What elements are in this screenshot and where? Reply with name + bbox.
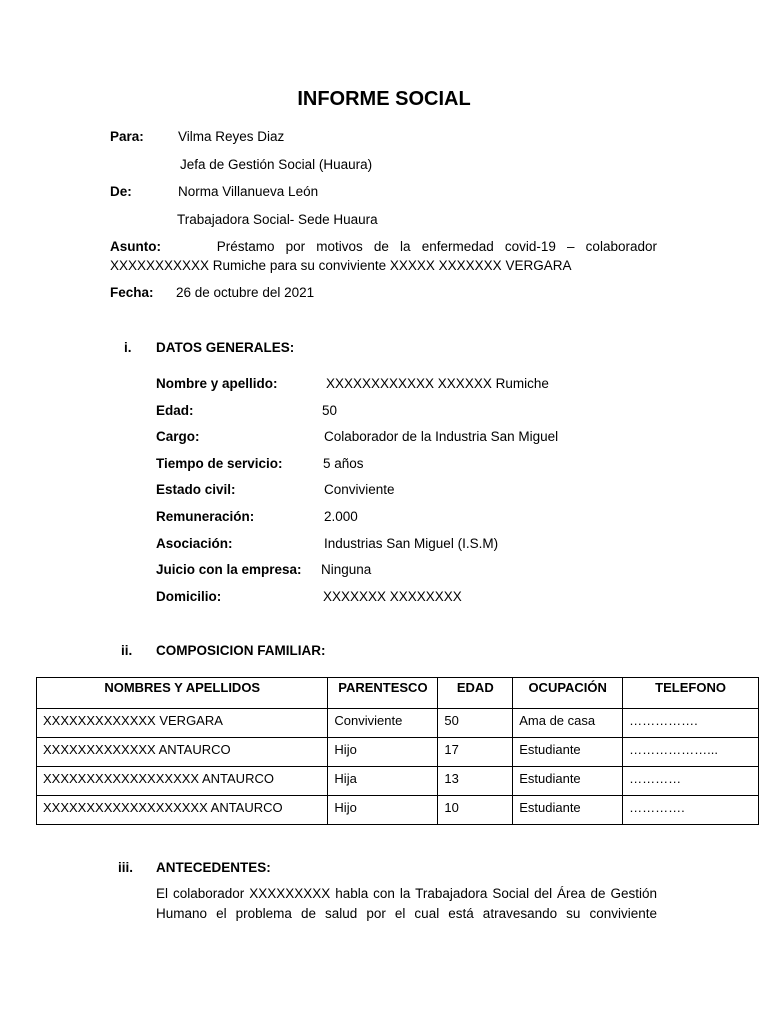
table-cell: ……………. [623, 709, 759, 738]
field-value: Colaborador de la Industria San Miguel [324, 429, 559, 444]
field-value: XXXXXXXXXXXX XXXXXX Rumiche [326, 376, 549, 391]
column-header: NOMBRES Y APELLIDOS [37, 678, 328, 709]
table-cell: ………… [623, 767, 759, 796]
asunto-line1 [110, 239, 657, 254]
paragraph-line: Humano el problema de salud por el cual está atravesando su conviviente [156, 906, 657, 921]
document-title: INFORME SOCIAL [297, 88, 471, 110]
table-cell: Estudiante [513, 738, 623, 767]
table-cell: Estudiante [513, 796, 623, 825]
asunto-text: Préstamo por motivos de la enfermedad covid-19 – colaborador [216, 239, 657, 254]
field-label: Edad: [156, 403, 194, 418]
asunto-line2: XXXXXXXXXXX Rumiche para su conviviente XXXXX XXXXXXX VERGARA [110, 258, 572, 273]
table-cell: Hija [328, 767, 438, 796]
table-cell: 10 [438, 796, 513, 825]
field-value: 50 [322, 403, 338, 418]
table-cell: 17 [438, 738, 513, 767]
column-header: PARENTESCO [328, 678, 438, 709]
section3-title: ANTECEDENTES: [156, 860, 271, 875]
field-label: Remuneración: [156, 509, 255, 524]
asunto-label: Asunto: [110, 239, 161, 254]
table-cell: Hijo [328, 796, 438, 825]
field-value: Conviviente [324, 482, 395, 497]
table-row [37, 738, 759, 767]
table-cell: XXXXXXXXXXXXXXXXXX ANTAURCO [37, 767, 328, 796]
table-cell: Estudiante [513, 767, 623, 796]
field-value: 5 años [323, 456, 364, 471]
family-table [36, 677, 759, 825]
table-cell: Ama de casa [513, 709, 623, 738]
table-cell: XXXXXXXXXXXXXXXXXXX ANTAURCO [37, 796, 328, 825]
section3-number: iii. [118, 860, 134, 875]
table-row [37, 767, 759, 796]
field-label: Cargo: [156, 429, 200, 444]
field-label: Tiempo de servicio: [156, 456, 283, 471]
field-value: XXXXXXX XXXXXXXX [323, 589, 462, 604]
paragraph-line: El colaborador XXXXXXXXX habla con la Trabajadora Social del Área de Gestión [156, 886, 657, 901]
para-name: Vilma Reyes Diaz [178, 129, 285, 144]
table-cell: XXXXXXXXXXXXX VERGARA [37, 709, 328, 738]
table-cell: ………………... [623, 738, 759, 767]
table-cell: Conviviente [328, 709, 438, 738]
table-cell: XXXXXXXXXXXXX ANTAURCO [37, 738, 328, 767]
fecha-label: Fecha: [110, 285, 154, 300]
de-label: De: [110, 184, 132, 199]
section2-title: COMPOSICION FAMILIAR: [156, 643, 326, 658]
column-header: EDAD [438, 678, 513, 709]
table-row [37, 796, 759, 825]
field-label: Estado civil: [156, 482, 236, 497]
field-label: Asociación: [156, 536, 233, 551]
field-value: Ninguna [321, 562, 372, 577]
table-cell: …………. [623, 796, 759, 825]
column-header: TELEFONO [623, 678, 759, 709]
section2-number: ii. [121, 643, 133, 658]
table-cell: 13 [438, 767, 513, 796]
field-label: Nombre y apellido: [156, 376, 278, 391]
field-label: Juicio con la empresa: [156, 562, 302, 577]
field-value: 2.000 [324, 509, 358, 524]
fecha-value: 26 de octubre del 2021 [176, 285, 315, 300]
column-header: OCUPACIÓN [513, 678, 623, 709]
section1-title: DATOS GENERALES: [156, 340, 295, 355]
field-value: Industrias San Miguel (I.S.M) [324, 536, 499, 551]
para-label: Para: [110, 129, 144, 144]
de-name: Norma Villanueva León [178, 184, 319, 199]
table-cell: Hijo [328, 738, 438, 767]
table-cell: 50 [438, 709, 513, 738]
para-role: Jefa de Gestión Social (Huaura) [180, 157, 373, 172]
field-label: Domicilio: [156, 589, 222, 604]
table-row [37, 709, 759, 738]
section1-number: i. [124, 340, 132, 355]
de-role: Trabajadora Social- Sede Huaura [177, 212, 378, 227]
table-header-row [37, 678, 759, 709]
